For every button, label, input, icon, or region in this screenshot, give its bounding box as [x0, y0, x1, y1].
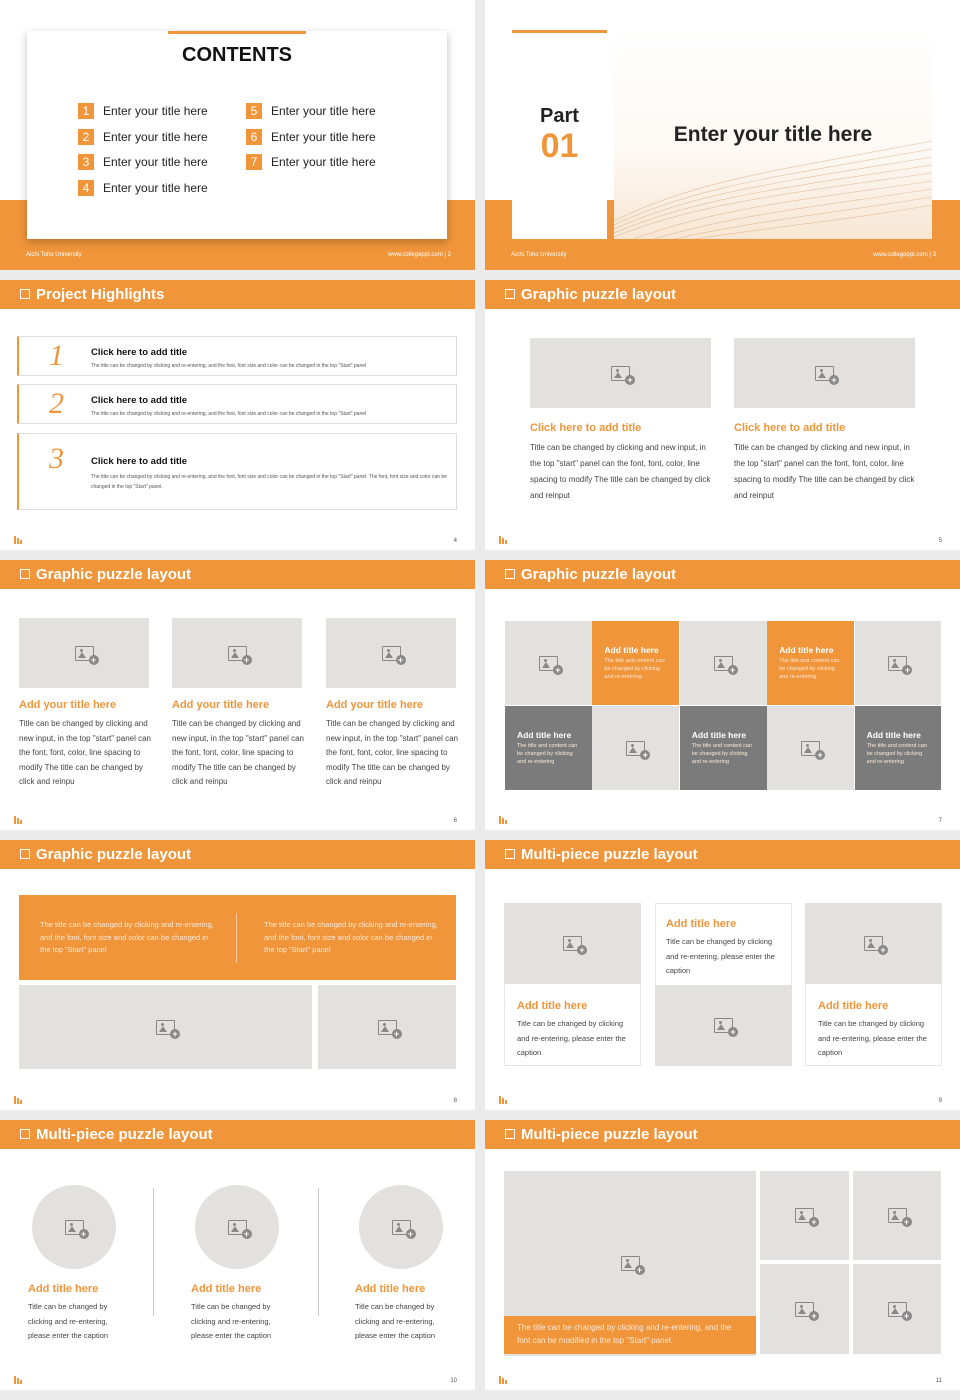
- caption-bar: The title can be changed by clicking and re-entering, and the font can be modified in the top "Start" panel.: [504, 1316, 756, 1354]
- image-add-icon: +: [621, 1256, 640, 1271]
- image-add-icon: +: [864, 936, 883, 951]
- card-text: Title can be changed by clicking and new input, in the top "start" panel can the font, font, color, line spacing to modify The title can be changed by click and reinpu: [326, 719, 458, 786]
- toc-number: 2: [78, 129, 94, 145]
- toc-label: Enter your title here: [103, 155, 208, 169]
- part-label: Part: [540, 105, 579, 127]
- title-card: [614, 31, 932, 239]
- contents-card: [27, 31, 447, 239]
- image-add-icon: +: [539, 656, 558, 671]
- card-text: Title can be changed by clicking and re-entering, please enter the caption: [28, 1302, 109, 1340]
- card-text: Title can be changed by clicking and new input, in the top "start" panel can the font, font, color, line spacing to modify The title can be changed by click and reinput: [530, 443, 711, 500]
- slide-graphic-puzzle-2: [485, 280, 960, 550]
- part-card: [512, 30, 607, 239]
- cell-title: Add title here: [517, 730, 572, 740]
- toc-number: 4: [78, 180, 94, 196]
- image-placeholder[interactable]: [172, 618, 302, 688]
- image-add-icon: +: [815, 366, 834, 381]
- highlight-row[interactable]: [17, 433, 457, 510]
- image-add-icon: +: [795, 1302, 814, 1317]
- image-add-icon: +: [801, 741, 820, 756]
- image-placeholder[interactable]: [504, 903, 641, 984]
- image-add-icon: +: [392, 1220, 411, 1235]
- checkbox-icon: [20, 1129, 30, 1139]
- cell-title: Add title here: [691, 730, 747, 740]
- cell-text: The title and content can be changed by clicking and re-entering: [866, 743, 927, 765]
- card-title: Add your title here: [326, 699, 424, 711]
- cell-title: Add title here: [866, 730, 921, 740]
- text-cell[interactable]: [855, 706, 942, 790]
- highlight-text: The title can be changed by clicking and re-entering, and the font, font size and color can be changed in the top "Start" panel. The font, font size and color can be changed in the top "Start" panel.: [91, 474, 447, 490]
- logo-icon: [499, 536, 509, 544]
- checkbox-icon: [20, 569, 30, 579]
- page-number: 9: [938, 1098, 942, 1104]
- card-title: Add title here: [517, 1000, 588, 1012]
- slide-header: [485, 840, 960, 869]
- image-placeholder[interactable]: [592, 706, 679, 790]
- card-title: Add title here: [818, 1000, 889, 1012]
- slide-multi-piece-circles: [0, 1120, 475, 1390]
- image-add-icon: +: [65, 1220, 84, 1235]
- orange-banner: [19, 895, 456, 980]
- banner-text-right: The title can be changed by clicking and re-entering, and the font, font size and color can be changed in the top "Start" panel: [264, 920, 438, 954]
- card-text: Title can be changed by clicking and re-entering, please enter the caption: [517, 1019, 626, 1057]
- text-cell[interactable]: [592, 621, 679, 705]
- toc-item[interactable]: [246, 154, 376, 170]
- slide-multi-piece-staggered: [485, 840, 960, 1110]
- slide-multi-piece-mosaic: [485, 1120, 960, 1390]
- toc-item[interactable]: [78, 103, 208, 119]
- page-number: 4: [453, 538, 457, 544]
- toc-label: Enter your title here: [271, 155, 376, 169]
- image-placeholder[interactable]: [318, 985, 456, 1069]
- slide-header: [485, 280, 960, 309]
- header-label: Multi-piece puzzle layout: [521, 1126, 698, 1143]
- image-add-icon: +: [228, 646, 247, 661]
- text-cell[interactable]: [767, 621, 854, 705]
- image-placeholder[interactable]: [505, 621, 592, 705]
- header-label: Graphic puzzle layout: [521, 566, 677, 583]
- toc-number: 6: [246, 129, 262, 145]
- contents-title: CONTENTS: [182, 44, 292, 66]
- image-placeholder[interactable]: [805, 903, 942, 984]
- image-add-icon: +: [563, 936, 582, 951]
- image-add-icon: +: [888, 1302, 907, 1317]
- card-text: Title can be changed by clicking and re-entering, please enter the caption: [818, 1019, 927, 1057]
- highlight-row[interactable]: [17, 384, 457, 424]
- card-text: Title can be changed by clicking and new input, in the top "start" panel can the font, font, color, line spacing to modify The title can be changed by click and reinput: [734, 443, 915, 500]
- footer-university: Aichi Toho University: [511, 252, 567, 258]
- card-title: Add your title here: [172, 699, 270, 711]
- cell-text: The title and content can be changed by clicking and re-entering: [517, 743, 578, 765]
- divider: [318, 1188, 319, 1316]
- checkbox-icon: [505, 849, 515, 859]
- card-title: Add title here: [666, 918, 737, 930]
- highlight-number: 2: [49, 387, 64, 420]
- highlight-title: Click here to add title: [91, 456, 188, 467]
- toc-item[interactable]: [246, 103, 376, 119]
- header-label: Graphic puzzle layout: [36, 846, 192, 863]
- page-number: 8: [453, 1098, 457, 1104]
- text-cell[interactable]: [680, 706, 767, 790]
- divider: [153, 1188, 154, 1316]
- image-placeholder[interactable]: [760, 1264, 849, 1354]
- toc-item[interactable]: [78, 154, 208, 170]
- toc-number: 5: [246, 103, 262, 119]
- checkbox-icon: [20, 849, 30, 859]
- highlight-text: The title can be changed by clicking and re-entering, and the font, font size and color can be changed in the top "Start" panel: [91, 411, 367, 417]
- image-add-icon: +: [626, 741, 645, 756]
- header-label: Graphic puzzle layout: [521, 286, 677, 303]
- slide-header: [485, 1120, 960, 1149]
- title-accent-bar: [168, 31, 306, 34]
- cell-title: Add title here: [779, 645, 834, 655]
- toc-item[interactable]: [78, 180, 208, 196]
- image-add-icon: +: [714, 1018, 733, 1033]
- card-title: Add title here: [355, 1283, 426, 1295]
- cell-text: The title and content can be changed by clicking and re-entering: [779, 658, 840, 680]
- image-placeholder[interactable]: [655, 985, 792, 1066]
- image-add-icon: +: [795, 1208, 814, 1223]
- slide-contents: [0, 0, 475, 270]
- toc-item[interactable]: [246, 129, 376, 145]
- highlight-text: The title can be changed by clicking and re-entering, and the font, font size and color can be changed in the top "Start" panel: [91, 363, 367, 369]
- checkbox-icon: [505, 1129, 515, 1139]
- highlight-title: Click here to add title: [91, 347, 188, 358]
- image-add-icon: +: [714, 656, 733, 671]
- checkbox-icon: [505, 289, 515, 299]
- slide-project-highlights: [0, 280, 475, 550]
- image-placeholder[interactable]: [734, 338, 915, 408]
- toc-label: Enter your title here: [103, 129, 208, 144]
- footer-university: Aichi Toho University: [26, 252, 82, 258]
- logo-icon: [14, 536, 24, 544]
- image-add-icon: +: [611, 366, 630, 381]
- part-number: 01: [540, 127, 579, 165]
- image-add-icon: +: [888, 1208, 907, 1223]
- slide-part: [485, 0, 960, 270]
- footer-url: www.collegeppt.com | 3: [873, 252, 936, 258]
- slide-graphic-puzzle-banner: [0, 840, 475, 1110]
- footer-url: www.collegeppt.com | 2: [388, 252, 451, 258]
- image-placeholder[interactable]: [32, 1185, 116, 1269]
- card-text: Title can be changed by clicking and new input, in the top "start" panel can the font, font, color, line spacing to modify The title can be changed by click and reinpu: [172, 719, 304, 786]
- image-add-icon: +: [888, 656, 907, 671]
- cell-text: The title and content can be changed by clicking and re-entering: [691, 743, 753, 765]
- checkbox-icon: [20, 289, 30, 299]
- header-label: Multi-piece puzzle layout: [36, 1126, 213, 1143]
- logo-icon: [14, 1096, 24, 1104]
- image-placeholder[interactable]: [767, 706, 854, 790]
- toc-number: 1: [78, 103, 94, 119]
- image-placeholder[interactable]: [19, 618, 149, 688]
- card-text: Title can be changed by clicking and re-entering, please enter the caption: [666, 937, 775, 975]
- toc-label: Enter your title here: [271, 129, 376, 144]
- section-title: Enter your title here: [673, 123, 873, 146]
- card-title: Click here to add title: [734, 422, 846, 434]
- image-add-icon: +: [228, 1220, 247, 1235]
- image-placeholder[interactable]: [853, 1171, 941, 1260]
- slide-graphic-puzzle-grid: [485, 560, 960, 830]
- highlight-number: 3: [49, 442, 64, 475]
- card-title: Add your title here: [19, 699, 117, 711]
- logo-icon: [499, 1376, 509, 1384]
- banner-divider: [236, 913, 237, 963]
- page-number: 10: [450, 1378, 457, 1384]
- header-label: Multi-piece puzzle layout: [521, 846, 698, 863]
- image-placeholder[interactable]: [855, 621, 942, 705]
- page-number: 7: [938, 818, 942, 824]
- card-text: Title can be changed by clicking and re-entering, please enter the caption: [191, 1302, 272, 1340]
- cell-text: The title and content can be changed by clicking and re-entering: [604, 658, 665, 680]
- image-add-icon: +: [75, 646, 94, 661]
- logo-icon: [14, 816, 24, 824]
- card-title: Add title here: [191, 1283, 262, 1295]
- toc-number: 3: [78, 154, 94, 170]
- image-placeholder[interactable]: [19, 985, 312, 1069]
- card-title: Add title here: [28, 1283, 99, 1295]
- page-number: 5: [938, 538, 942, 544]
- image-placeholder[interactable]: [195, 1185, 279, 1269]
- cell-title: Add title here: [604, 645, 659, 655]
- toc-label: Enter your title here: [271, 104, 376, 118]
- image-add-icon: +: [378, 1020, 397, 1035]
- image-placeholder[interactable]: [530, 338, 711, 408]
- image-placeholder[interactable]: [760, 1171, 849, 1260]
- image-add-icon: +: [382, 646, 401, 661]
- toc-item[interactable]: [78, 129, 208, 145]
- image-add-icon: +: [156, 1020, 175, 1035]
- slide-header: [0, 840, 475, 869]
- highlight-title: Click here to add title: [91, 395, 188, 406]
- toc-number: 7: [246, 154, 262, 170]
- checkbox-icon: [505, 569, 515, 579]
- slide-header: [0, 560, 475, 589]
- logo-icon: [499, 816, 509, 824]
- highlight-row[interactable]: [17, 336, 457, 376]
- logo-icon: [499, 1096, 509, 1104]
- header-label: Project Highlights: [36, 286, 165, 303]
- image-placeholder[interactable]: [853, 1264, 941, 1354]
- image-placeholder[interactable]: [359, 1185, 443, 1269]
- highlight-number: 1: [49, 339, 64, 372]
- card-title: Click here to add title: [530, 422, 642, 434]
- slide-header: [0, 1120, 475, 1149]
- slide-graphic-puzzle-3: [0, 560, 475, 830]
- toc-label: Enter your title here: [103, 180, 208, 195]
- text-cell[interactable]: [505, 706, 592, 790]
- slide-header: [485, 560, 960, 589]
- header-label: Graphic puzzle layout: [36, 566, 192, 583]
- banner-text-left: The title can be changed by clicking and re-entering, and the font, font size and color can be changed in the top "Start" panel: [40, 920, 214, 954]
- toc-label: Enter your title here: [103, 104, 208, 118]
- card-text: Title can be changed by clicking and new input, in the top "start" panel can the font, font, color, line spacing to modify The title can be changed by click and reinpu: [19, 719, 151, 786]
- image-placeholder[interactable]: [680, 621, 767, 705]
- card-text: Title can be changed by clicking and re-entering, please enter the caption: [355, 1302, 436, 1340]
- logo-icon: [14, 1376, 24, 1384]
- slide-header: [0, 280, 475, 309]
- image-placeholder[interactable]: [326, 618, 456, 688]
- page-number: 6: [453, 818, 457, 824]
- page-number: 11: [935, 1378, 942, 1384]
